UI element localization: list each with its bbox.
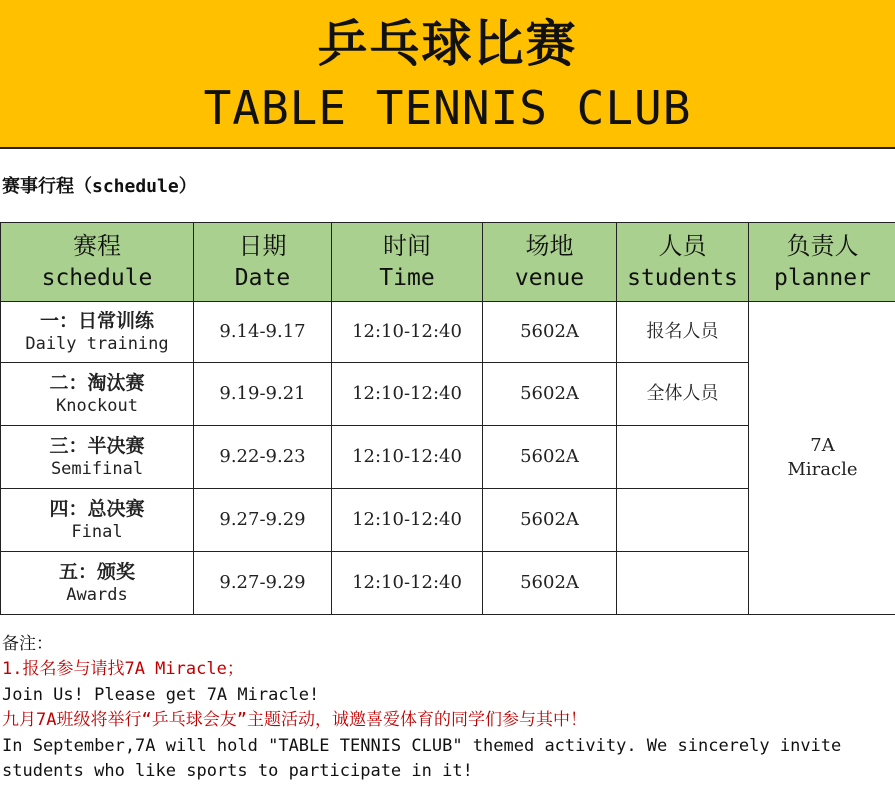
time-cell: 12:10-12:40 [332,426,483,489]
venue-cell: 5602A [483,302,617,363]
venue-cell: 5602A [483,426,617,489]
stage-cell [1,302,194,363]
date-cell: 9.27-9.29 [194,552,332,615]
venue-cell: 5602A [483,552,617,615]
students-cell [617,426,749,489]
students-cell: 报名人员 [617,302,749,363]
title-english: TABLE TENNIS CLUB [203,81,692,135]
venue-cell: 5602A [483,363,617,426]
header-en: planner [774,264,871,291]
stage-cell [1,489,194,552]
schedule-table [0,222,895,615]
header-zh: 赛程 [73,231,121,260]
time-cell: 12:10-12:40 [332,552,483,615]
note-line-2: Join Us! Please get 7A Miracle! [2,684,320,705]
stage-cell [1,426,194,489]
stage-en: Final [71,522,123,542]
header-en: students [627,264,738,291]
header-en: Time [379,264,435,291]
time-cell: 12:10-12:40 [332,363,483,426]
note-line-3: 九月7A班级将举行“乒乓球会友”主题活动，诚邀喜爱体育的同学们参与其中！ [2,710,587,731]
schedule-label: 赛事行程（schedule） [2,176,197,197]
note-line-5: students who like sports to participate in it! [2,761,473,782]
date-cell: 9.27-9.29 [194,489,332,552]
column-header-students [617,223,749,302]
header-zh: 人员 [658,231,707,260]
time-cell: 12:10-12:40 [332,302,483,363]
stage-zh: 四：总决赛 [49,498,145,520]
table-row [1,302,895,363]
header-en: Date [234,264,291,291]
header-en: venue [514,264,585,291]
stage-zh: 三：半决赛 [49,435,145,457]
header-zh: 日期 [238,231,287,260]
stage-en: Knockout [56,396,138,416]
planner-line1: 7A [810,435,835,456]
date-cell: 9.19-9.21 [194,363,332,426]
column-header-planner [749,223,895,302]
students-cell [617,489,749,552]
stage-cell [1,552,194,615]
stage-zh: 五：颁奖 [58,561,135,583]
stage-zh: 二：淘汰赛 [49,372,145,394]
stage-zh: 一：日常训练 [39,310,154,332]
column-header-time [332,223,483,302]
title-banner [0,0,895,149]
notes-label: 备注： [2,634,53,654]
time-cell: 12:10-12:40 [332,489,483,552]
note-line-4: In September,7A will hold "TABLE TENNIS CLUB" themed activity. We sincerely invite [2,735,842,756]
note-line-1: 1.报名参与请找7A Miracle； [2,659,244,680]
planner-cell [749,302,895,615]
header-row [1,223,895,302]
date-cell: 9.14-9.17 [194,302,332,363]
date-cell: 9.22-9.23 [194,426,332,489]
stage-en: Semifinal [50,459,144,479]
planner-line2: Miracle [787,459,858,480]
students-cell: 全体人员 [617,363,749,426]
header-zh: 时间 [383,231,431,260]
stage-cell [1,363,194,426]
column-header-schedule [1,223,194,302]
stage-en: Daily training [25,334,169,354]
header-en: schedule [41,264,153,291]
students-cell [617,552,749,615]
notes-section [2,632,892,784]
column-header-date [194,223,332,302]
stage-en: Awards [66,585,128,605]
header-zh: 场地 [525,231,574,260]
title-chinese: 乒乓球比赛 [317,15,578,73]
venue-cell: 5602A [483,489,617,552]
column-header-venue [483,223,617,302]
header-zh: 负责人 [786,231,859,260]
